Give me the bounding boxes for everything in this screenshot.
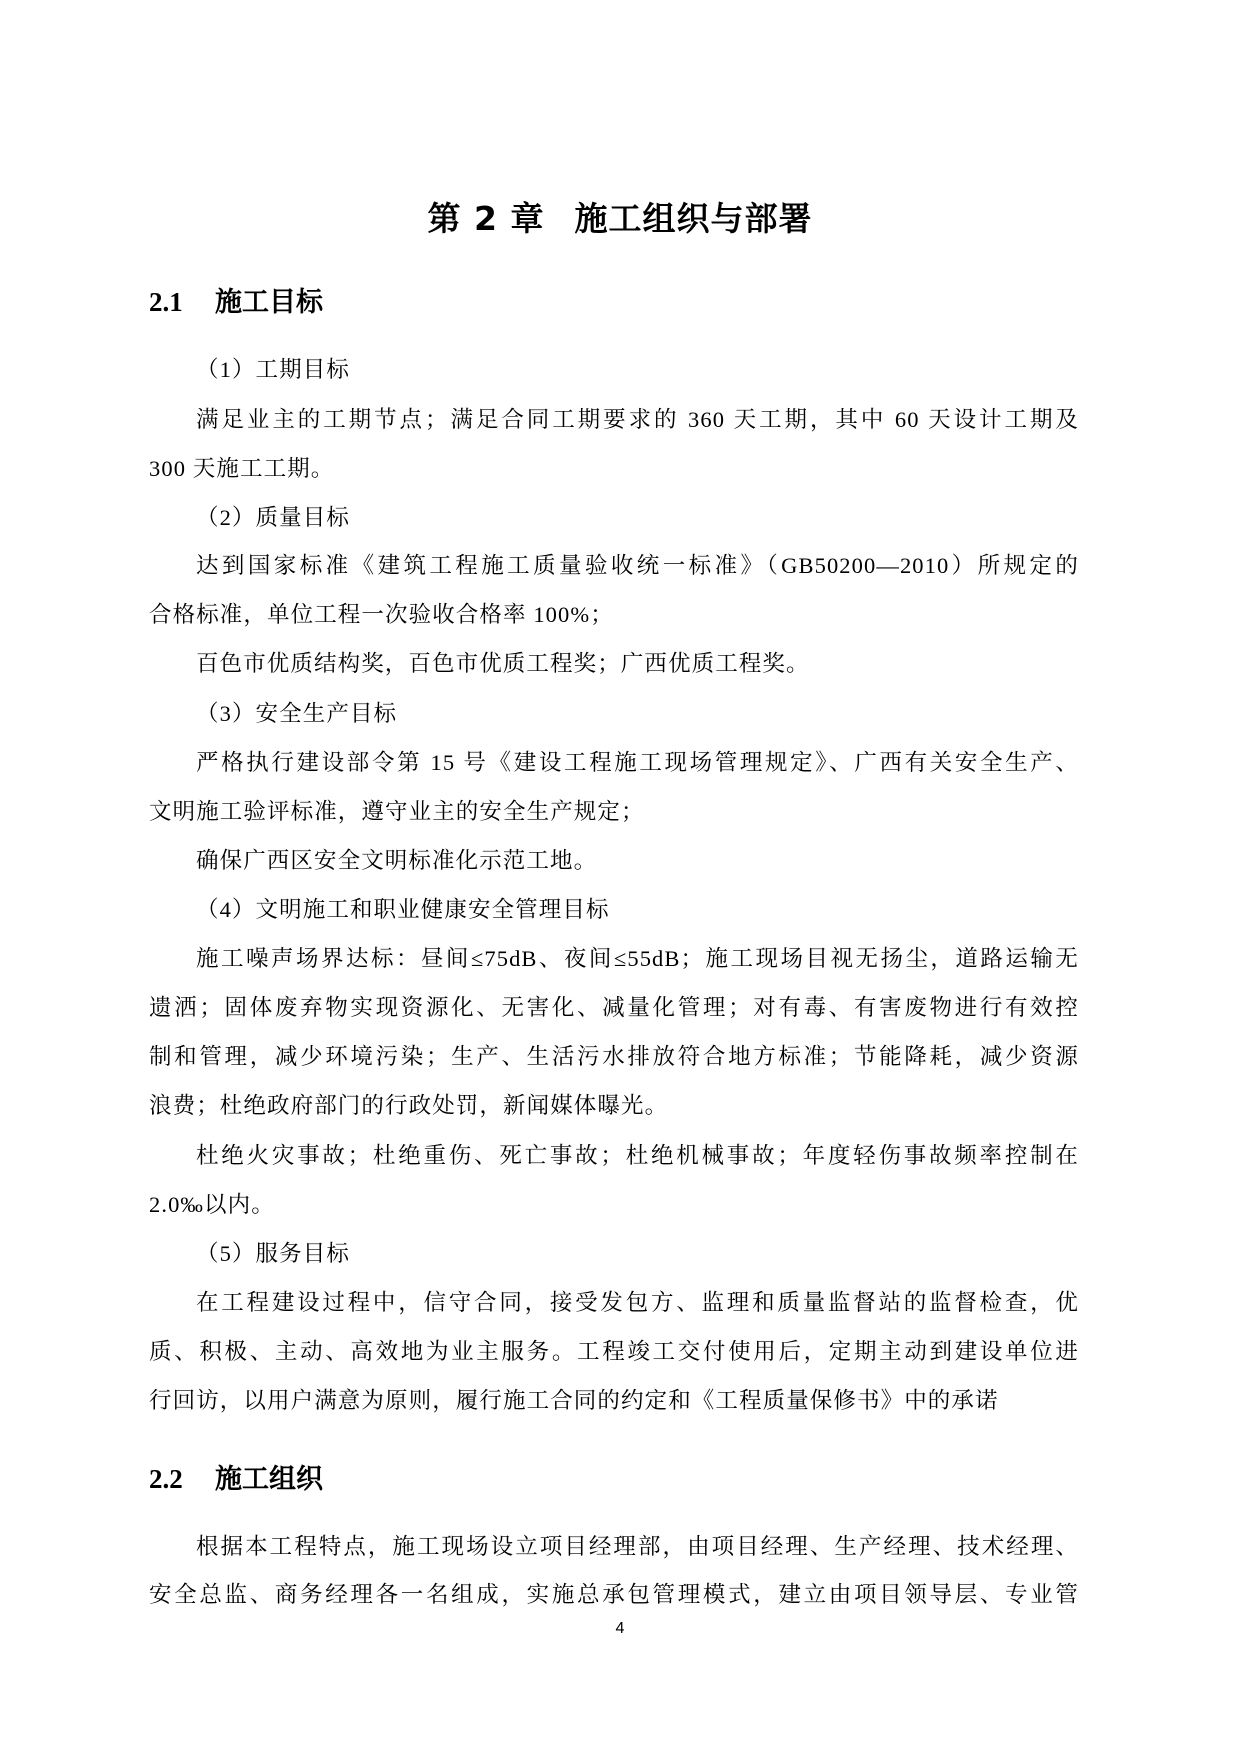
section-number: 2.1 (149, 287, 183, 317)
paragraph-line: 浪费；杜绝政府部门的行政处罚，新闻媒体曝光。 (149, 1093, 669, 1118)
paragraph-line: 行回访，以用户满意为原则，履行施工合同的约定和《工程质量保修书》中的承诺 (149, 1388, 999, 1413)
paragraph-line (149, 1337, 1079, 1367)
paragraph-line (196, 1288, 1079, 1318)
paragraph-line: 确保广西区安全文明标准化示范工地。 (196, 848, 598, 873)
paragraph-text: 施工噪声场界达标：昼间≤75dB、夜间≤55dB；施工现场目视无扬尘，道路运输无 (196, 946, 1079, 971)
paragraph-text: 达到国家标准《建筑工程施工质量验收统一标准》（GB50200—2010）所规定的 (196, 553, 1079, 578)
subheading-civilized-construction-goal: （4）文明施工和职业健康安全管理目标 (196, 897, 610, 922)
subheading-service-goal: （5）服务目标 (196, 1241, 350, 1266)
paragraph-line (196, 551, 1079, 581)
paragraph-line (196, 405, 1079, 435)
chapter-title-text: 施工组织与部署 (574, 199, 813, 238)
paragraph-text: 制和管理，减少环境污染；生产、生活污水排放符合地方标准；节能降耗，减少资源 (149, 1044, 1079, 1069)
paragraph-line (196, 944, 1079, 974)
paragraph-line: 文明施工验评标准，遵守业主的安全生产规定； (149, 799, 645, 824)
page-number: 4 (615, 1620, 625, 1637)
paragraph-text: 质、积极、主动、高效地为业主服务。工程竣工交付使用后，定期主动到建设单位进 (149, 1339, 1079, 1364)
paragraph-text: 安全总监、商务经理各一名组成，实施总承包管理模式，建立由项目领导层、专业管 (149, 1582, 1079, 1607)
paragraph-text: 根据本工程特点，施工现场设立项目经理部，由项目经理、生产经理、技术经理、 (196, 1534, 1079, 1559)
paragraph-line: 2.0‰以内。 (149, 1192, 275, 1217)
section-number: 2.2 (149, 1464, 183, 1494)
subheading-safety-goal: （3）安全生产目标 (196, 701, 398, 726)
subheading-schedule-goal: （1）工期目标 (196, 357, 350, 382)
paragraph-text: 满足业主的工期节点；满足合同工期要求的 360 天工期，其中 60 天设计工期及 (196, 407, 1079, 432)
paragraph-text: 在工程建设过程中，信守合同，接受发包方、监理和质量监督站的监督检查，优 (196, 1290, 1079, 1315)
paragraph-text: 杜绝火灾事故；杜绝重伤、死亡事故；杜绝机械事故；年度轻伤事故频率控制在 (196, 1143, 1079, 1168)
section-title: 施工目标 (215, 287, 323, 317)
paragraph-text: 遗洒；固体废弃物实现资源化、无害化、减量化管理；对有毒、有害废物进行有效控 (149, 995, 1079, 1020)
paragraph-line (149, 1580, 1079, 1610)
paragraph-line: 300 天施工工期。 (149, 456, 335, 481)
paragraph-text: 严格执行建设部令第 15 号《建设工程施工现场管理规定》、广西有关安全生产、 (196, 750, 1079, 775)
section-heading-2-2 (149, 1457, 323, 1496)
paragraph-line (149, 993, 1079, 1023)
paragraph-line: 百色市优质结构奖，百色市优质工程奖；广西优质工程奖。 (196, 651, 810, 676)
chapter-title (0, 193, 1240, 240)
paragraph-line: 合格标准，单位工程一次验收合格率 100%； (149, 602, 614, 627)
chapter-number: 第 2 章 (427, 199, 545, 238)
section-title: 施工组织 (215, 1464, 323, 1494)
paragraph-line (196, 1141, 1079, 1171)
section-heading-2-1 (149, 280, 323, 319)
paragraph-line (149, 1042, 1079, 1072)
paragraph-line (196, 1532, 1079, 1562)
paragraph-line (196, 748, 1079, 778)
subheading-quality-goal: （2）质量目标 (196, 505, 350, 530)
